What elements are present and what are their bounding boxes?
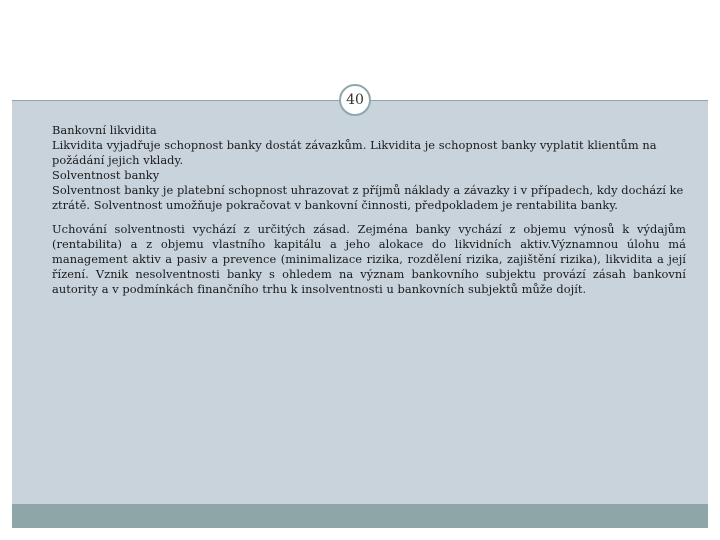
paragraph-spacer (52, 213, 686, 222)
heading-liquidity: Bankovní likvidita (52, 123, 157, 137)
heading-solvency: Solventnost banky (52, 168, 160, 182)
slide-content (52, 123, 686, 297)
footer-bar (12, 504, 708, 528)
paragraph-solvency-principles: Uchování solventnosti vychází z určitých zásad. Zejména banky vychází z objemu výnosů k výdajům (rentabilita) a z objemu vlastního kapitálu a jeho alokace do likvidních aktiv.Významnou úlohu má management aktiv a pasiv a prevence (minimalizace rizika, rozdělení rizika, zajištění rizika), likvidita a její řízení. Vznik nesolventnosti banky s ohledem na význam bankovního subjektu provází zásah bankovní autority a v podmínkách finančního trhu k insolventnosti u bankovních subjektů může dojít. (52, 222, 686, 296)
paragraph-solvency: Solventnost banky je platební schopnost uhrazovat z příjmů náklady a závazky i v případech, kdy dochází ke ztrátě. Solventnost umožňuje pokračovat v bankovní činnosti, předpokladem je rentabilita banky. (52, 183, 684, 212)
slide-frame (12, 12, 708, 528)
page-number-badge: 40 (339, 84, 371, 116)
paragraph-liquidity: Likvidita vyjadřuje schopnost banky dostát závazkům. Likvidita je schopnost banky vyplatit klientům na požádání jejich vklady. (52, 138, 657, 167)
